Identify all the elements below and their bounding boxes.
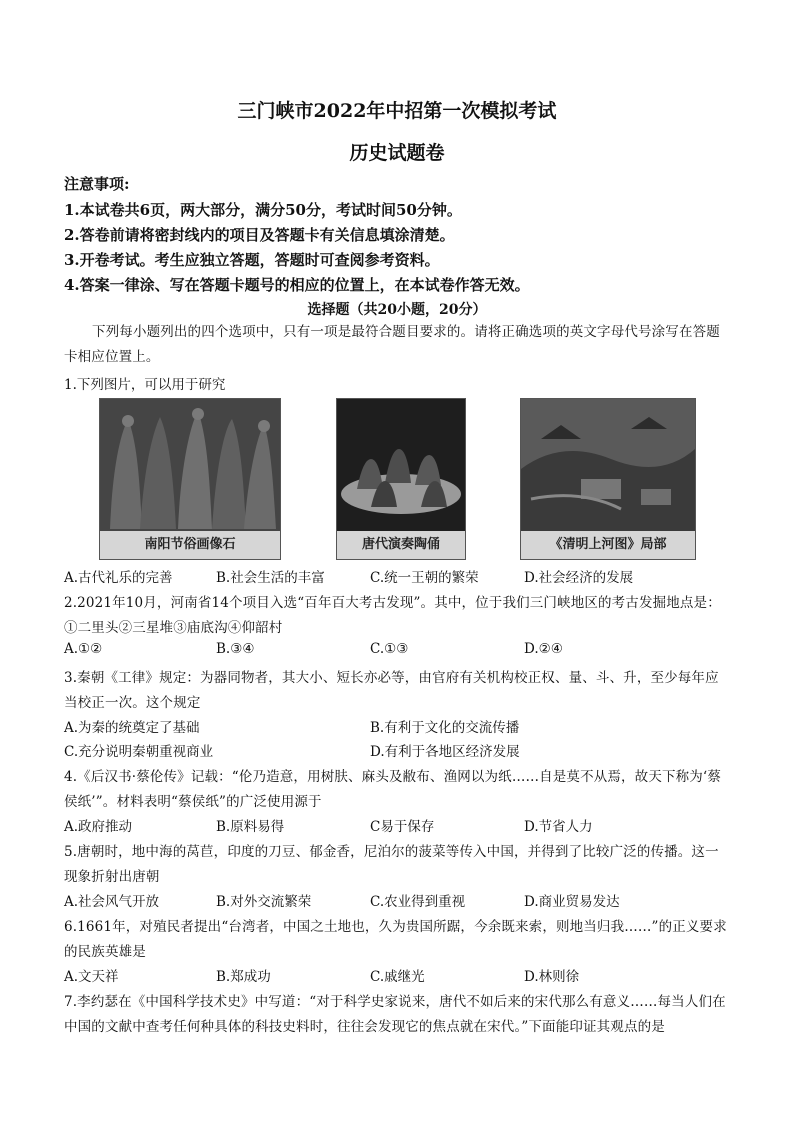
section-title: 选择题（共20小题，20分） [307,302,487,318]
notice-item-3: 3.开卷考试。考生应独立答题，答题时可查阅参考资料。 [64,251,440,269]
q5-option-d: D.商业贸易发达 [524,894,620,910]
question-1-stem: 1.下列图片，可以用于研究 [64,377,226,393]
question-3-stem: 3.秦朝《工律》规定：为器同物者，其大小、短长亦必等，由官府有关机构校正权、量、斗、升，至少每年应当校正一次。这个规定 [64,670,719,711]
q2-option-d: D.②④ [524,641,563,657]
q1-option-a: A.古代礼乐的完善 [64,570,173,586]
question-4-stem: 4.《后汉书·蔡伦传》记载：“伦乃造意，用树肤、麻头及敝布、渔网以为纸……自是莫不从焉，故天下称为‘蔡侯纸’”。材料表明“蔡侯纸”的广泛使用源于 [64,769,722,810]
pottery-figures-graphic [337,399,465,531]
q4-option-b: B.原料易得 [216,819,285,835]
q2-option-c: C.①③ [370,641,409,657]
q6-option-a: A.文天祥 [64,969,119,985]
question-6-stem: 6.1661年，对殖民者提出“台湾者，中国之土地也，久为贵国所踞，今余既来索，则地当归我……”的正义要求的民族英雄是 [64,919,727,960]
q6-option-d: D.林则徐 [524,969,580,985]
image-nanyang-relief [99,398,281,560]
q1-option-d: D.社会经济的发展 [524,570,634,586]
question-2-stem: 2.2021年10月，河南省14个项目入选“百年百大考古发现”。其中，位于我们三门峡地区的考古发掘地点是：①二里头②三星堆③庙底沟④仰韶村 [64,595,721,636]
image-caption: 唐代演奏陶俑 [337,531,465,559]
notice-item-4: 4.答案一律涂、写在答题卡题号的相应的位置上，在本试卷作答无效。 [64,276,530,294]
q5-option-a: A.社会风气开放 [64,894,160,910]
q5-option-c: C.农业得到重视 [370,894,466,910]
q4-option-c: C易于保存 [370,819,435,835]
q4-option-d: D.节省人力 [524,819,593,835]
exam-subtitle: 历史试题卷 [349,142,445,164]
q3-option-c: C.充分说明秦朝重视商业 [64,744,214,760]
image-tang-musicians [336,398,466,560]
section-instruction: 下列每小题列出的四个选项中，只有一项是最符合题目要求的。请将正确选项的英文字母代号涂写在答题卡相应位置上。 [64,324,720,365]
q4-option-a: A.政府推动 [64,819,133,835]
q1-option-b: B.社会生活的丰富 [216,570,325,586]
q1-option-c: C.统一王朝的繁荣 [370,570,479,586]
question-5-stem: 5.唐朝时，地中海的莴苣，印度的刀豆、郁金香，尼泊尔的菠菜等传入中国，并得到了比较广泛的传播。这一现象折射出唐朝 [64,844,719,885]
q2-option-b: B.③④ [216,641,255,657]
relief-figures-graphic [100,399,280,531]
q6-option-c: C.戚继光 [370,969,425,985]
q3-option-b: B.有利于文化的交流传播 [370,720,520,736]
notice-heading: 注意事项: [64,175,130,193]
scroll-painting-graphic [521,399,695,531]
exam-title: 三门峡市2022年中招第一次模拟考试 [237,100,557,122]
q6-option-b: B.郑成功 [216,969,271,985]
image-qingming-scroll [520,398,696,560]
notice-item-1: 1.本试卷共6页，两大部分，满分50分，考试时间50分钟。 [64,201,462,219]
q3-option-a: A.为秦的统奠定了基础 [64,720,200,736]
question-7-stem: 7.李约瑟在《中国科学技术史》中写道：“对于科学史家说来，唐代不如后来的宋代那么有意义……每当人们在中国的文献中查考任何种具体的科技史料时，往往会发现它的焦点就在宋代。”下面能印证其观点的是 [64,994,726,1035]
image-caption: 《清明上河图》局部 [521,531,695,559]
q3-option-d: D.有利于各地区经济发展 [370,744,520,760]
notice-item-2: 2.答卷前请将密封线内的项目及答题卡有关信息填涂清楚。 [64,226,455,244]
q2-option-a: A.①② [64,641,103,657]
q5-option-b: B.对外交流繁荣 [216,894,312,910]
image-caption: 南阳节俗画像石 [100,531,280,559]
